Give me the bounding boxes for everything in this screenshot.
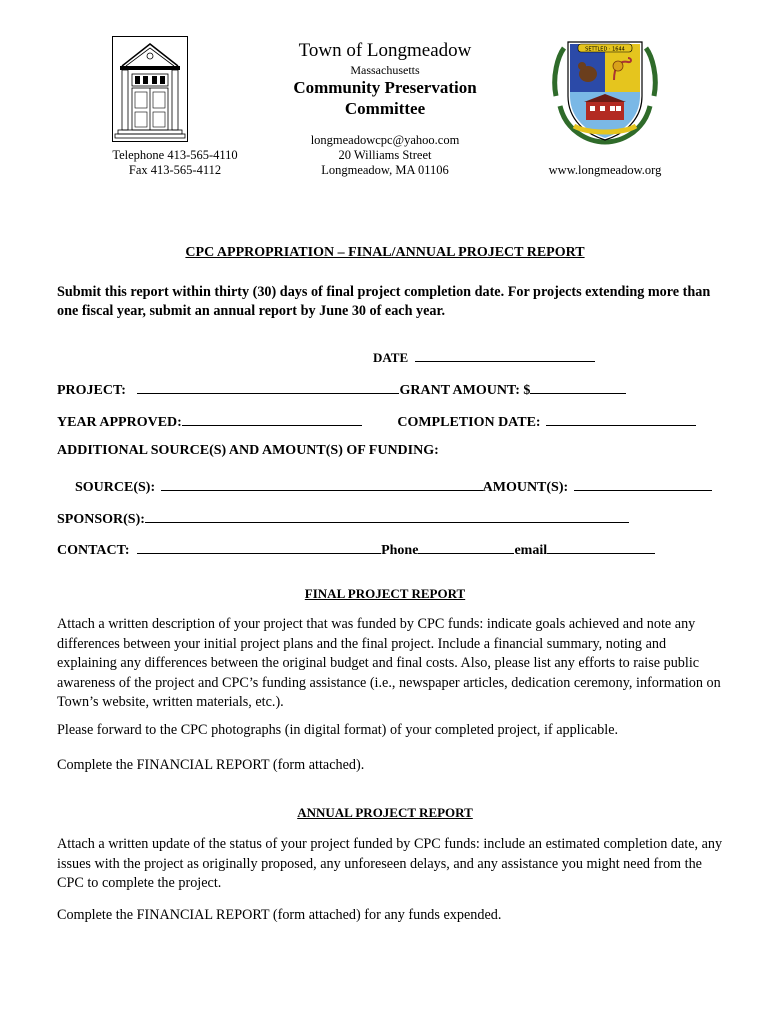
street-address: 20 Williams Street bbox=[338, 148, 432, 162]
sources-label: SOURCE(S): bbox=[75, 480, 156, 495]
website[interactable]: www.longmeadow.org bbox=[548, 163, 662, 177]
grant-amount-label: GRANT AMOUNT: $ bbox=[399, 383, 531, 398]
year-approved-label: YEAR APPROVED: bbox=[57, 415, 182, 430]
committee-line-2: Committee bbox=[344, 99, 426, 118]
phone-field[interactable] bbox=[418, 539, 514, 554]
year-row bbox=[57, 411, 696, 431]
telephone: Telephone 413-565-4110 bbox=[112, 148, 238, 162]
additional-funding-label: ADDITIONAL SOURCE(S) AND AMOUNT(S) OF FUNDING: bbox=[57, 443, 439, 458]
contact-email: longmeadowcpc@yahoo.com bbox=[310, 133, 460, 147]
amounts-label: AMOUNT(S): bbox=[482, 480, 569, 495]
final-report-paragraph-1: Attach a written description of your project that was funded by CPC funds: indicate goals achieved and note any differences between your initial project plans and the final project. Include a financial summary, noting and explaining any differences between the original budget and final costs. Also, please list any efforts to raise public awareness of the project and CPC’s funding assistance (i.e., newspaper articles, dedication ceremony, information on Town’s website, written materials, etc.). bbox=[57, 616, 721, 710]
email-field[interactable] bbox=[547, 539, 655, 554]
date-row bbox=[373, 347, 595, 366]
date-label: DATE bbox=[373, 350, 409, 365]
contact-field[interactable] bbox=[137, 539, 381, 554]
annual-report-heading: ANNUAL PROJECT REPORT bbox=[297, 805, 473, 820]
fax: Fax 413-565-4112 bbox=[128, 163, 222, 177]
city-address: Longmeadow, MA 01106 bbox=[321, 163, 449, 177]
project-row bbox=[57, 379, 626, 399]
instructions: Submit this report within thirty (30) days of final project completion date. For projects extending more than one fiscal year, submit an annual report by June 30 of each year. bbox=[57, 284, 711, 319]
sponsors-label: SPONSOR(S): bbox=[57, 512, 145, 527]
completion-date-label: COMPLETION DATE: bbox=[397, 415, 541, 430]
date-field[interactable] bbox=[415, 347, 595, 362]
sponsors-row bbox=[57, 508, 629, 528]
email-label: email bbox=[514, 543, 548, 558]
annual-report-paragraph-2: Complete the FINANCIAL REPORT (form attached) for any funds expended. bbox=[57, 907, 502, 923]
doorway-logo-icon bbox=[112, 36, 188, 142]
amounts-field[interactable] bbox=[574, 476, 712, 491]
sources-field[interactable] bbox=[161, 476, 483, 491]
contact-label: CONTACT: bbox=[57, 543, 130, 558]
annual-report-paragraph-1: Attach a written update of the status of your project funded by CPC funds: include an estimated completion date, any issues with the project as originally proposed, any unforeseen delays, and any assistance you might need from the CPC to complete the project. bbox=[57, 836, 723, 891]
state-name: Massachusetts bbox=[350, 63, 420, 77]
phone-label: Phone bbox=[381, 543, 419, 558]
project-label: PROJECT: bbox=[57, 383, 126, 398]
project-field[interactable] bbox=[137, 379, 399, 394]
town-name: Town of Longmeadow bbox=[298, 40, 472, 61]
final-report-heading: FINAL PROJECT REPORT bbox=[304, 586, 466, 601]
sources-row bbox=[75, 476, 712, 496]
year-approved-field[interactable] bbox=[182, 411, 362, 426]
committee-line-1: Community Preservation bbox=[293, 78, 477, 97]
grant-amount-field[interactable] bbox=[530, 379, 626, 394]
final-report-paragraph-3: Complete the FINANCIAL REPORT (form attached). bbox=[57, 757, 365, 773]
svg-text:SETTLED · 1644: SETTLED · 1644 bbox=[585, 46, 625, 53]
contact-row bbox=[57, 539, 655, 559]
sponsors-field[interactable] bbox=[145, 508, 629, 523]
completion-date-field[interactable] bbox=[546, 411, 696, 426]
town-seal-icon bbox=[548, 36, 662, 146]
final-report-paragraph-2: Please forward to the CPC photographs (in digital format) of your completed project, if applicable. bbox=[57, 722, 619, 738]
form-title: CPC APPROPRIATION – FINAL/ANNUAL PROJECT REPORT bbox=[185, 245, 585, 260]
